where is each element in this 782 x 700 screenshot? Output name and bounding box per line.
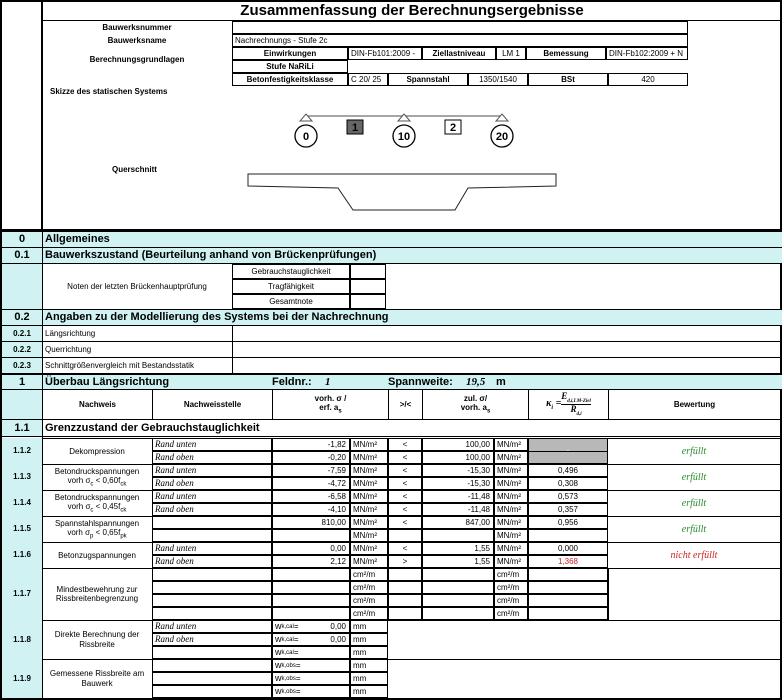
mindest-compare	[388, 607, 422, 620]
gemessen-position	[152, 685, 272, 698]
bemessung-label: Bemessung	[526, 47, 606, 60]
bemessung-value: DIN-Fb102:2009 + N	[606, 47, 688, 60]
row-vorh-value	[272, 529, 350, 542]
spannweite-unit: m	[496, 375, 506, 388]
row-evaluation: erfüllt	[608, 516, 780, 542]
row-position: Rand unten	[152, 542, 272, 555]
col-cmp: >/<	[388, 390, 422, 419]
section-0-2-title: Angaben zu der Modellierung des Systems bei der Nachrechnung	[42, 309, 782, 325]
row-compare: <	[388, 542, 422, 555]
mindest-name: Mindestbewehrung zur Rissbreitenbegrenzung	[55, 584, 139, 603]
mindest-zul	[422, 568, 494, 581]
row-vorh-value: -6,58	[272, 490, 350, 503]
gemessen-position	[152, 659, 272, 672]
col-vorh: vorh. σ / erf. $a_s$	[272, 390, 388, 419]
row-name: Betonzugspannungen	[42, 542, 152, 568]
row-zul-value: -11,48	[422, 490, 494, 503]
spannweite-label: Spannweite:	[388, 375, 453, 388]
mindest-kappa	[528, 581, 608, 594]
support-icon	[300, 114, 312, 121]
direkt-value: w k,cal = 0,00	[272, 620, 350, 633]
section-s023-num: 0.2.3	[2, 357, 42, 373]
section-0-num: 0	[2, 231, 42, 247]
row-compare: <	[388, 503, 422, 516]
row-position	[152, 516, 272, 529]
support-icon	[496, 114, 508, 121]
row-vorh-value: 2,12	[272, 555, 350, 568]
section-1-1-title: Grenzzustand der Gebrauchstauglichkeit	[42, 420, 782, 436]
mindest-zul	[422, 581, 494, 594]
mindest-compare	[388, 594, 422, 607]
row-vorh-unit: MN/m²	[350, 529, 388, 542]
mindest-compare	[388, 568, 422, 581]
row-vorh-unit: MN/m²	[350, 516, 388, 529]
left-column-border	[42, 374, 43, 700]
direkt-position: Rand oben	[152, 633, 272, 646]
mindest-position	[152, 607, 272, 620]
mindest-evaluation	[608, 568, 780, 620]
row-zul-value: 847,00	[422, 516, 494, 529]
noten-num	[2, 264, 42, 309]
col-bewertung: Bewertung	[608, 390, 780, 419]
gemessen-unit: mm	[350, 672, 388, 685]
bst-value: 420	[608, 73, 688, 86]
spannstahl-label: Spannstahl	[388, 73, 468, 86]
mindest-zul-unit: cm²/m	[494, 568, 528, 581]
gemessen-num: 1.1.9	[2, 659, 42, 698]
section-0-title: Allgemeines	[42, 231, 782, 247]
direkt-value: w k,cal =	[272, 646, 350, 659]
row-position: Rand unten	[152, 490, 272, 503]
row-position: Rand unten	[152, 464, 272, 477]
mindest-kappa	[528, 607, 608, 620]
gemessen-unit: mm	[350, 659, 388, 672]
row-num: 1.1.3	[2, 464, 42, 490]
row-vorh-unit: MN/m²	[350, 555, 388, 568]
direkt-unit: mm	[350, 633, 388, 646]
row-vorh-unit: MN/m²	[350, 542, 388, 555]
row-kappa: 0,000	[528, 542, 608, 555]
support-icon	[398, 114, 410, 121]
row-kappa: 0,956	[528, 516, 608, 529]
mindest-value	[272, 607, 350, 620]
mindest-kappa	[528, 594, 608, 607]
section-s022-title: Querrichtung	[42, 341, 232, 357]
row-vorh-value: -1,82	[272, 438, 350, 451]
mindest-kappa	[528, 568, 608, 581]
row-name: Betondruckspannungen vorh $\sigma_c < 0,45f_{ck}$	[42, 490, 152, 516]
col-num	[2, 390, 42, 419]
row-zul-value: 1,55	[422, 542, 494, 555]
bauwerksname-label: Bauwerksname	[107, 35, 167, 45]
page-title: Zusammenfassung der Berechnungsergebnisse	[240, 1, 584, 19]
row-vorh-value: -0,20	[272, 451, 350, 464]
row-kappa	[528, 529, 608, 542]
mindest-value	[272, 594, 350, 607]
row-name: Betondruckspannungen vorh $\sigma_c < 0,60f_{ck}$	[42, 464, 152, 490]
row-evaluation: erfüllt	[608, 464, 780, 490]
einwirkungen-value: DIN-Fb101:2009 -	[348, 47, 422, 60]
row-zul-unit: MN/m²	[494, 490, 528, 503]
row-zul-value: -15,30	[422, 477, 494, 490]
node-label: 10	[397, 131, 411, 143]
mindest-position	[152, 581, 272, 594]
noten-label: Noten der letzten Brückenhauptprüfung	[67, 281, 207, 291]
row-kappa: 0,357	[528, 503, 608, 516]
row-compare: <	[388, 490, 422, 503]
row-compare: <	[388, 438, 422, 451]
row-zul-value: 100,00	[422, 438, 494, 451]
mindest-compare	[388, 581, 422, 594]
mindest-zul-unit: cm²/m	[494, 607, 528, 620]
row-zul-unit: MN/m²	[494, 555, 528, 568]
row-zul-unit: MN/m²	[494, 477, 528, 490]
stufe-label: Stufe NaRiLi	[232, 60, 348, 73]
row-vorh-value: -4,72	[272, 477, 350, 490]
noten-item: Gesamtnote	[232, 294, 350, 309]
einwirkungen-label: Einwirkungen	[232, 47, 348, 60]
row-vorh-value: 0,00	[272, 542, 350, 555]
row-vorh-value: -4,10	[272, 503, 350, 516]
cross-section-shape	[248, 174, 556, 210]
noten-item: Gebrauchstauglichkeit	[232, 264, 350, 279]
mindest-position	[152, 594, 272, 607]
row-vorh-unit: MN/m²	[350, 464, 388, 477]
ziellastniveau-label: Ziellastniveau	[422, 47, 496, 60]
row-num: 1.1.5	[2, 516, 42, 542]
ziellastniveau-value: LM 1	[496, 47, 526, 60]
row-zul-value: 100,00	[422, 451, 494, 464]
row-num: 1.1.2	[2, 438, 42, 464]
noten-value	[350, 294, 386, 309]
gemessen-value: w k,obs =	[272, 659, 350, 672]
noten-value	[350, 279, 386, 294]
row-compare	[388, 529, 422, 542]
mindest-unit: cm²/m	[350, 568, 388, 581]
mindest-value	[272, 568, 350, 581]
row-zul-unit: MN/m²	[494, 503, 528, 516]
gemessen-value: w k,obs =	[272, 672, 350, 685]
mindest-zul-unit: cm²/m	[494, 594, 528, 607]
section-1-1-num: 1.1	[2, 420, 42, 436]
section-s022-value	[232, 341, 782, 357]
col-nachweis: Nachweis	[42, 390, 152, 419]
gemessen-position	[152, 672, 272, 685]
row-position: Rand oben	[152, 503, 272, 516]
section-0-1-num: 0.1	[2, 247, 42, 263]
row-compare: >	[388, 555, 422, 568]
row-num: 1.1.6	[2, 542, 42, 568]
row-kappa: 0,496	[528, 464, 608, 477]
section-s021-value	[232, 325, 782, 341]
mindest-num: 1.1.7	[2, 568, 42, 620]
row-vorh-unit: MN/m²	[350, 438, 388, 451]
spannstahl-value: 1350/1540	[468, 73, 528, 86]
direkt-name: Direkte Berechnung der Rissbreite	[54, 630, 140, 649]
beton-label: Betonfestigkeitsklasse	[232, 73, 348, 86]
section-s021-num: 0.2.1	[2, 325, 42, 341]
mindest-unit: cm²/m	[350, 607, 388, 620]
row-vorh-value: 810,00	[272, 516, 350, 529]
grundlagen-label: Berechnungsgrundlagen	[89, 55, 185, 64]
mindest-zul-unit: cm²/m	[494, 581, 528, 594]
gemessen-value: w k,obs =	[272, 685, 350, 698]
grid-line	[0, 436, 782, 437]
row-zul-unit: MN/m²	[494, 542, 528, 555]
row-compare: <	[388, 451, 422, 464]
mindest-unit: cm²/m	[350, 594, 388, 607]
field-label: 1	[351, 122, 359, 134]
row-zul-value: 1,55	[422, 555, 494, 568]
row-kappa: 1,368	[528, 555, 608, 568]
col-kappa: $\kappa_i$ = $E_{d,i,LM-Ziel}$ $R_{d,i}$	[528, 390, 608, 419]
row-position: Rand unten	[152, 438, 272, 451]
bauwerksnummer-value	[232, 21, 688, 34]
row-zul-value: -15,30	[422, 464, 494, 477]
direkt-position	[152, 646, 272, 659]
row-vorh-unit: MN/m²	[350, 477, 388, 490]
section-s023-value	[232, 357, 782, 373]
spannweite-value: 19,5	[466, 375, 486, 388]
bst-label: BSt	[528, 73, 608, 86]
node-label: 0	[302, 131, 310, 143]
col-stelle: Nachweisstelle	[152, 390, 272, 419]
direkt-position: Rand unten	[152, 620, 272, 633]
direkt-num: 1.1.8	[2, 620, 42, 659]
row-position: Rand oben	[152, 555, 272, 568]
feldnr-value: 1	[325, 375, 331, 388]
direkt-unit: mm	[350, 620, 388, 633]
row-zul-unit: MN/m²	[494, 438, 528, 451]
gemessen-unit: mm	[350, 685, 388, 698]
row-vorh-unit: MN/m²	[350, 451, 388, 464]
noten-item: Tragfähigkeit	[232, 279, 350, 294]
row-vorh-unit: MN/m²	[350, 503, 388, 516]
mindest-position	[152, 568, 272, 581]
row-position: Rand oben	[152, 477, 272, 490]
section-s022-num: 0.2.2	[2, 341, 42, 357]
row-zul-unit: MN/m²	[494, 529, 528, 542]
row-zul-unit: MN/m²	[494, 464, 528, 477]
mindest-unit: cm²/m	[350, 581, 388, 594]
direkt-unit: mm	[350, 646, 388, 659]
row-position: Rand oben	[152, 451, 272, 464]
field-label: 2	[449, 122, 457, 134]
row-kappa: 0,573	[528, 490, 608, 503]
gemessen-name: Gemessene Rissbreite am Bauwerk	[49, 669, 145, 688]
row-evaluation: nicht erfüllt	[608, 542, 780, 568]
section-s023-title: Schnittgrößenvergleich mit Bestandsstatik	[42, 357, 232, 373]
row-zul-unit: MN/m²	[494, 451, 528, 464]
row-num: 1.1.4	[2, 490, 42, 516]
row-compare: <	[388, 464, 422, 477]
row-zul-value: -11,48	[422, 503, 494, 516]
direkt-value: w k,cal = 0,00	[272, 633, 350, 646]
row-zul-value	[422, 529, 494, 542]
beton-value: C 20/ 25	[348, 73, 388, 86]
feldnr-label: Feldnr.:	[272, 375, 312, 388]
node-label: 20	[495, 131, 509, 143]
row-evaluation: erfüllt	[608, 490, 780, 516]
row-vorh-unit: MN/m²	[350, 490, 388, 503]
mindest-value	[272, 581, 350, 594]
bauwerksnummer-label: Bauwerksnummer	[102, 22, 172, 32]
row-zul-unit: MN/m²	[494, 516, 528, 529]
row-kappa	[528, 451, 608, 464]
row-evaluation: erfüllt	[608, 438, 780, 464]
col-zul: zul. σ/ vorh. $a_s$	[422, 390, 528, 419]
section-1-title: Überbau Längsrichtung	[45, 375, 170, 388]
querschnitt-label: Querschnitt	[112, 165, 157, 174]
bauwerksname-value: Nachrechnungs - Stufe 2c	[232, 34, 688, 47]
section-0-2-num: 0.2	[2, 309, 42, 325]
section-s021-title: Längsrichtung	[42, 325, 232, 341]
section-0-1-title: Bauwerkszustand (Beurteilung anhand von Brückenprüfungen)	[42, 247, 782, 263]
row-name: Spannstahlspannungen vorh $\sigma_p < 0,65f_{pk}$	[42, 516, 152, 542]
row-compare: <	[388, 477, 422, 490]
section-1-num: 1	[2, 375, 42, 389]
mindest-zul	[422, 594, 494, 607]
row-kappa: 0,308	[528, 477, 608, 490]
row-compare: <	[388, 516, 422, 529]
row-kappa: -	[528, 438, 608, 464]
row-name: Dekompression	[42, 438, 152, 464]
row-position	[152, 529, 272, 542]
row-vorh-value: -7,59	[272, 464, 350, 477]
skizze-label: Skizze des statischen Systems	[50, 87, 168, 96]
noten-value	[350, 264, 386, 279]
mindest-zul	[422, 607, 494, 620]
